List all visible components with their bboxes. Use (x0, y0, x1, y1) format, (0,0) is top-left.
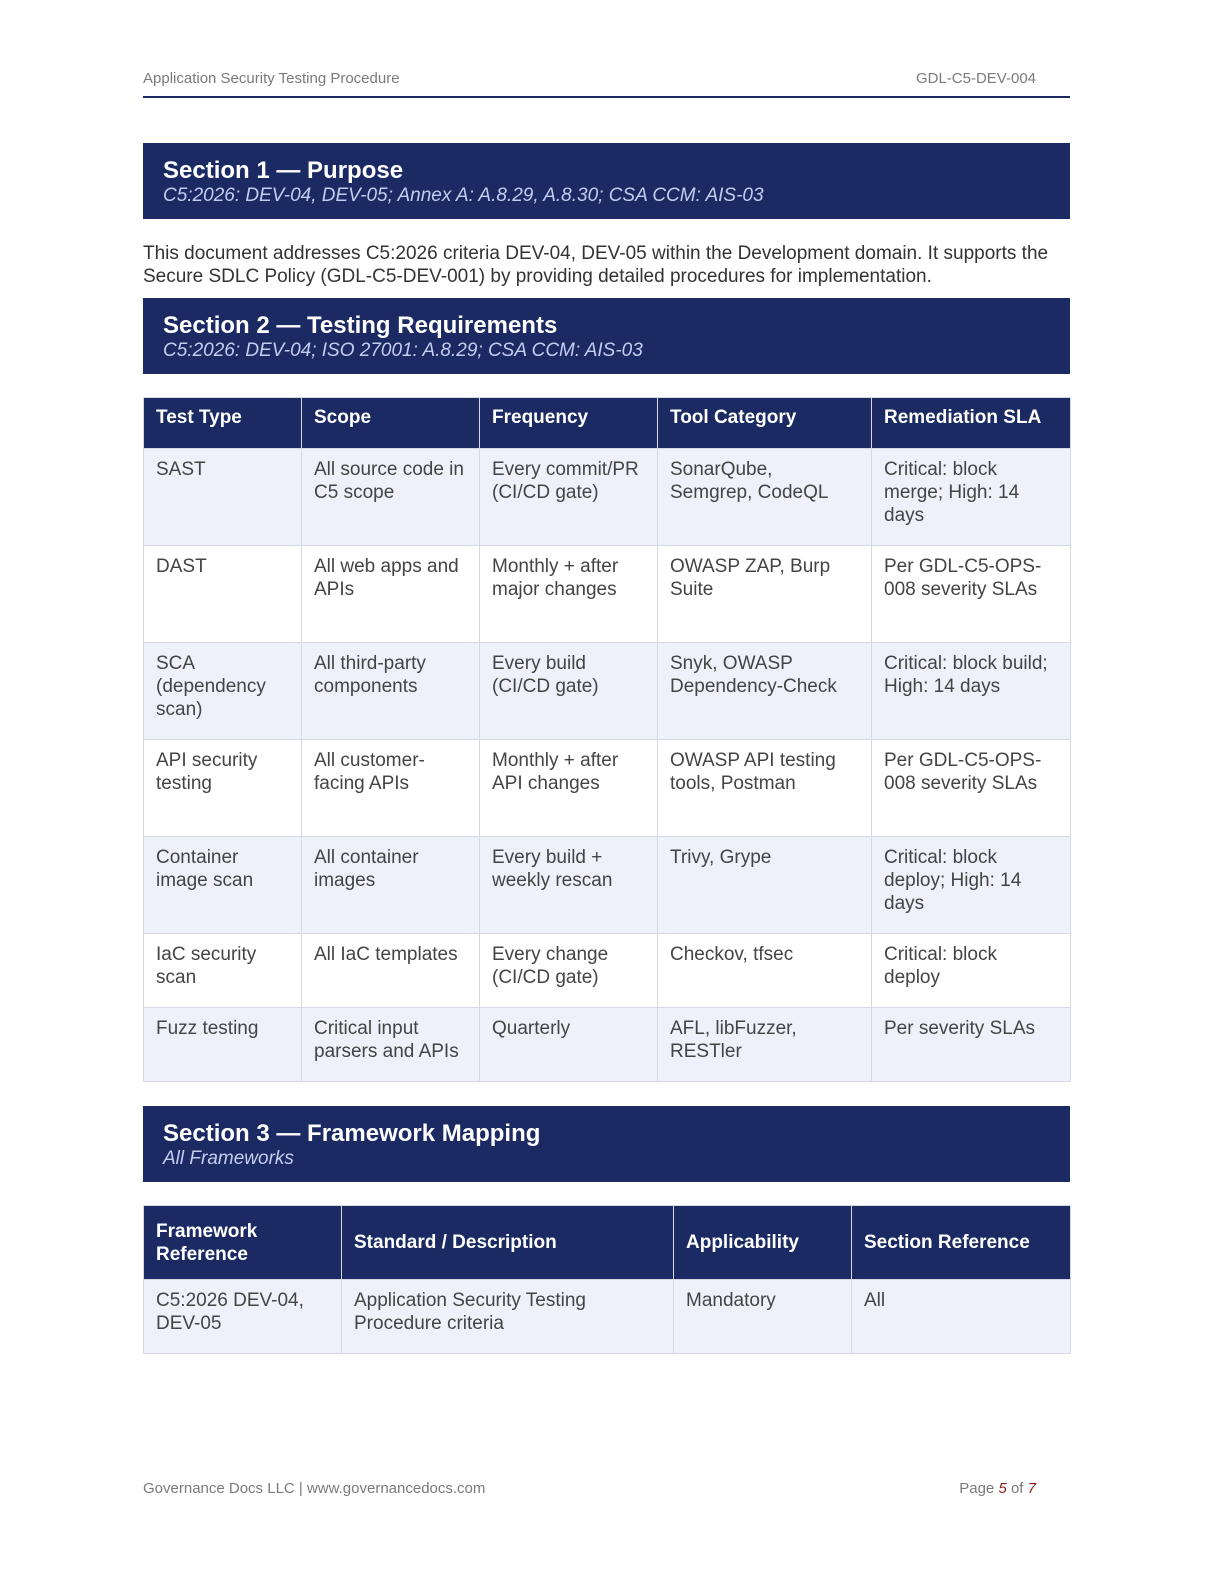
section-2-title: Section 2 — Testing Requirements (163, 312, 558, 339)
table-cell: Application Security Testing Procedure criteria (342, 1280, 674, 1354)
column-header: Framework Reference (144, 1206, 342, 1280)
table-cell: Trivy, Grype (658, 837, 872, 934)
table-cell: Critical: block merge; High: 14 days (872, 449, 1071, 546)
table-cell: Per GDL-C5-OPS-008 severity SLAs (872, 546, 1071, 643)
table-cell: Monthly + after API changes (480, 740, 658, 837)
page-total: 7 (1027, 1480, 1036, 1497)
table-row (144, 740, 1071, 837)
framework-mapping-table (143, 1205, 1071, 1354)
table-cell: All container images (302, 837, 480, 934)
section-3-refs: All Frameworks (163, 1148, 294, 1169)
column-header: Scope (302, 398, 480, 449)
page-label: Page (959, 1480, 995, 1497)
table-cell: Quarterly (480, 1008, 658, 1082)
table-cell: DAST (144, 546, 302, 643)
table-row (144, 449, 1071, 546)
table-cell: Every change (CI/CD gate) (480, 934, 658, 1008)
table-header-row (144, 398, 1071, 449)
table-cell: All IaC templates (302, 934, 480, 1008)
page-current: 5 (998, 1480, 1007, 1497)
table-cell: All (852, 1280, 1071, 1354)
table-cell: Snyk, OWASP Dependency-Check (658, 643, 872, 740)
table-cell: SCA (dependency scan) (144, 643, 302, 740)
table-cell: Critical: block build; High: 14 days (872, 643, 1071, 740)
table-cell: IaC security scan (144, 934, 302, 1008)
column-header: Applicability (674, 1206, 852, 1280)
table-cell: Fuzz testing (144, 1008, 302, 1082)
document-id: GDL-C5-DEV-004 (915, 70, 1036, 87)
purpose-paragraph: This document addresses C5:2026 criteria DEV-04, DEV-05 within the Development domain. It supports the Secure SDLC Policy (GDL-C5-DEV-001) by providing detailed procedures for implementation. (143, 243, 1049, 287)
table-cell: Checkov, tfsec (658, 934, 872, 1008)
column-header: Remediation SLA (872, 398, 1071, 449)
table-cell: Mandatory (674, 1280, 852, 1354)
column-header: Frequency (480, 398, 658, 449)
table-cell: SAST (144, 449, 302, 546)
table-cell: C5:2026 DEV-04, DEV-05 (144, 1280, 342, 1354)
table-cell: Critical: block deploy; High: 14 days (872, 837, 1071, 934)
table-row (144, 1008, 1071, 1082)
table-cell: Every build + weekly rescan (480, 837, 658, 934)
column-header: Test Type (144, 398, 302, 449)
column-header: Tool Category (658, 398, 872, 449)
table-cell: Every build (CI/CD gate) (480, 643, 658, 740)
table-cell: API security testing (144, 740, 302, 837)
section-1-title: Section 1 — Purpose (163, 157, 404, 184)
section-3-banner (143, 1106, 1070, 1182)
table-cell: All third-party components (302, 643, 480, 740)
table-cell: AFL, libFuzzer, RESTler (658, 1008, 872, 1082)
section-1-refs: C5:2026: DEV-04, DEV-05; Annex A: A.8.29, A.8.30; CSA CCM: AIS-03 (163, 185, 764, 206)
table-header-row (144, 1206, 1071, 1280)
table-cell: SonarQube, Semgrep, CodeQL (658, 449, 872, 546)
company-info: Governance Docs LLC | www.governancedocs.com (143, 1480, 486, 1497)
page-of: of (1010, 1480, 1024, 1497)
table-cell: Container image scan (144, 837, 302, 934)
table-cell: All source code in C5 scope (302, 449, 480, 546)
page-header (143, 70, 1070, 98)
testing-requirements-table (143, 397, 1071, 1082)
table-cell: Per severity SLAs (872, 1008, 1071, 1082)
page-footer (143, 1480, 1070, 1497)
table-row (144, 546, 1071, 643)
section-1-banner (143, 143, 1070, 219)
table-row (144, 1280, 1071, 1354)
table-cell: Every commit/PR (CI/CD gate) (480, 449, 658, 546)
column-header: Section Reference (852, 1206, 1071, 1280)
document-title: Application Security Testing Procedure (143, 70, 400, 87)
table-row (144, 934, 1071, 1008)
column-header: Standard / Description (342, 1206, 674, 1280)
table-cell: Per GDL-C5-OPS-008 severity SLAs (872, 740, 1071, 837)
table-cell: Monthly + after major changes (480, 546, 658, 643)
table-cell: Critical: block deploy (872, 934, 1071, 1008)
table-row (144, 837, 1071, 934)
page-number (959, 1480, 1070, 1497)
section-3-title: Section 3 — Framework Mapping (163, 1120, 541, 1147)
section-2-banner (143, 298, 1070, 374)
table-cell: Critical input parsers and APIs (302, 1008, 480, 1082)
table-cell: All customer-facing APIs (302, 740, 480, 837)
table-cell: OWASP ZAP, Burp Suite (658, 546, 872, 643)
section-2-refs: C5:2026: DEV-04; ISO 27001: A.8.29; CSA CCM: AIS-03 (163, 340, 643, 361)
table-row (144, 643, 1071, 740)
table-cell: OWASP API testing tools, Postman (658, 740, 872, 837)
table-cell: All web apps and APIs (302, 546, 480, 643)
